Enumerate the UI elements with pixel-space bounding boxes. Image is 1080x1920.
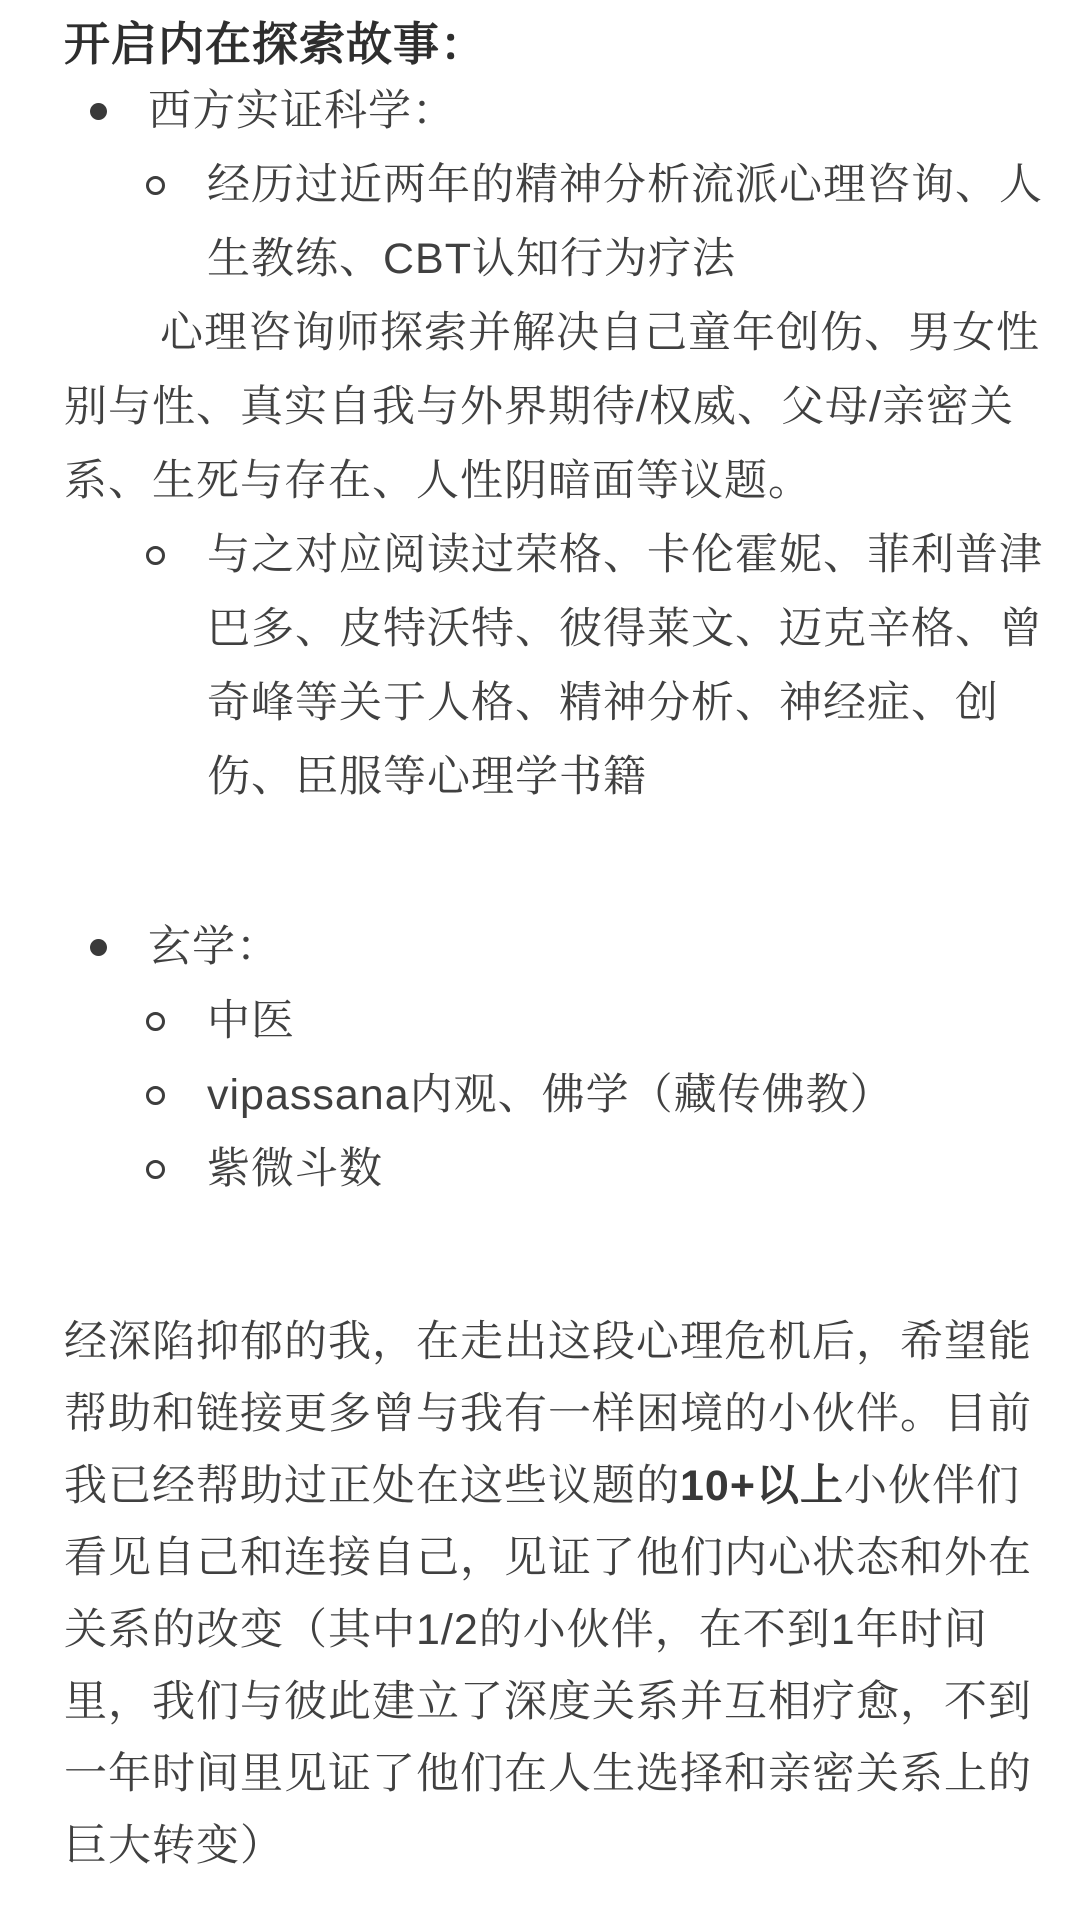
text-line: [64, 1450, 1024, 1522]
text-line: 中医: [207, 997, 295, 1045]
page-title: 开启内在探索故事：: [64, 18, 487, 70]
text-line: 紫微斗数: [207, 1145, 383, 1193]
list-item-western-science: [64, 74, 1024, 148]
circle-bullet-icon: [146, 1160, 165, 1179]
list-item-experience: [64, 148, 1043, 296]
text-line: 帮助和链接更多曾与我有一样困境的小伙伴。目前: [64, 1390, 1032, 1438]
list-item-label: 西方实证科学：: [148, 87, 456, 135]
circle-bullet-icon: [146, 1012, 165, 1031]
circle-bullet-icon: [146, 546, 165, 565]
text-line: 奇峰等关于人格、精神分析、神经症、创: [207, 679, 999, 727]
text-line: 巴多、皮特沃特、彼得莱文、迈克辛格、曾: [207, 605, 1043, 653]
section-spacer: [64, 1206, 1024, 1306]
closing-paragraph: [64, 1306, 1032, 1882]
text-line: 里，我们与彼此建立了深度关系并互相疗愈，不到: [64, 1678, 1032, 1726]
circle-bullet-icon: [146, 176, 165, 195]
text-line: vipassana内观、佛学（藏传佛教）: [207, 1071, 894, 1119]
text-line: 伤、臣服等心理学书籍: [207, 753, 647, 801]
section-spacer: [64, 814, 1024, 910]
list-item-vipassana: [64, 1058, 1024, 1132]
list-item-tcm: [64, 984, 1024, 1058]
disc-bullet-icon: [90, 103, 107, 120]
text-line: 心理咨询师探索并解决自己童年创伤、男女性: [160, 309, 1040, 357]
list-item-ziwei: [64, 1132, 1024, 1206]
list-item-reading: [64, 518, 1043, 814]
text-line: 一年时间里见证了他们在人生选择和亲密关系上的: [64, 1750, 1032, 1798]
text-line: 生教练、CBT认知行为疗法: [207, 235, 736, 283]
text-segment: 小伙伴们: [843, 1462, 1020, 1510]
text-line: 经历过近两年的精神分析流派心理咨询、人: [207, 161, 1043, 209]
text-line: 别与性、真实自我与外界期待/权威、父母/亲密关: [64, 383, 1014, 431]
therapist-paragraph: [64, 296, 1040, 518]
circle-bullet-icon: [146, 1086, 165, 1105]
text-segment: 我已经帮助过正处在这些议题的: [64, 1462, 680, 1510]
text-line: 经深陷抑郁的我，在走出这段心理危机后，希望能: [64, 1318, 1032, 1366]
list-item-metaphysics: [64, 910, 1024, 984]
text-line: 巨大转变）: [64, 1822, 284, 1870]
text-line: 关系的改变（其中1/2的小伙伴，在不到1年时间: [64, 1606, 988, 1654]
disc-bullet-icon: [90, 939, 107, 956]
bold-text-segment: 10+以上: [680, 1462, 844, 1510]
text-line: 系、生死与存在、人性阴暗面等议题。: [64, 457, 812, 505]
text-line: 看见自己和连接自己，见证了他们内心状态和外在: [64, 1534, 1032, 1582]
list-item-label: 玄学：: [148, 923, 280, 971]
text-line: 与之对应阅读过荣格、卡伦霍妮、菲利普津: [207, 531, 1043, 579]
